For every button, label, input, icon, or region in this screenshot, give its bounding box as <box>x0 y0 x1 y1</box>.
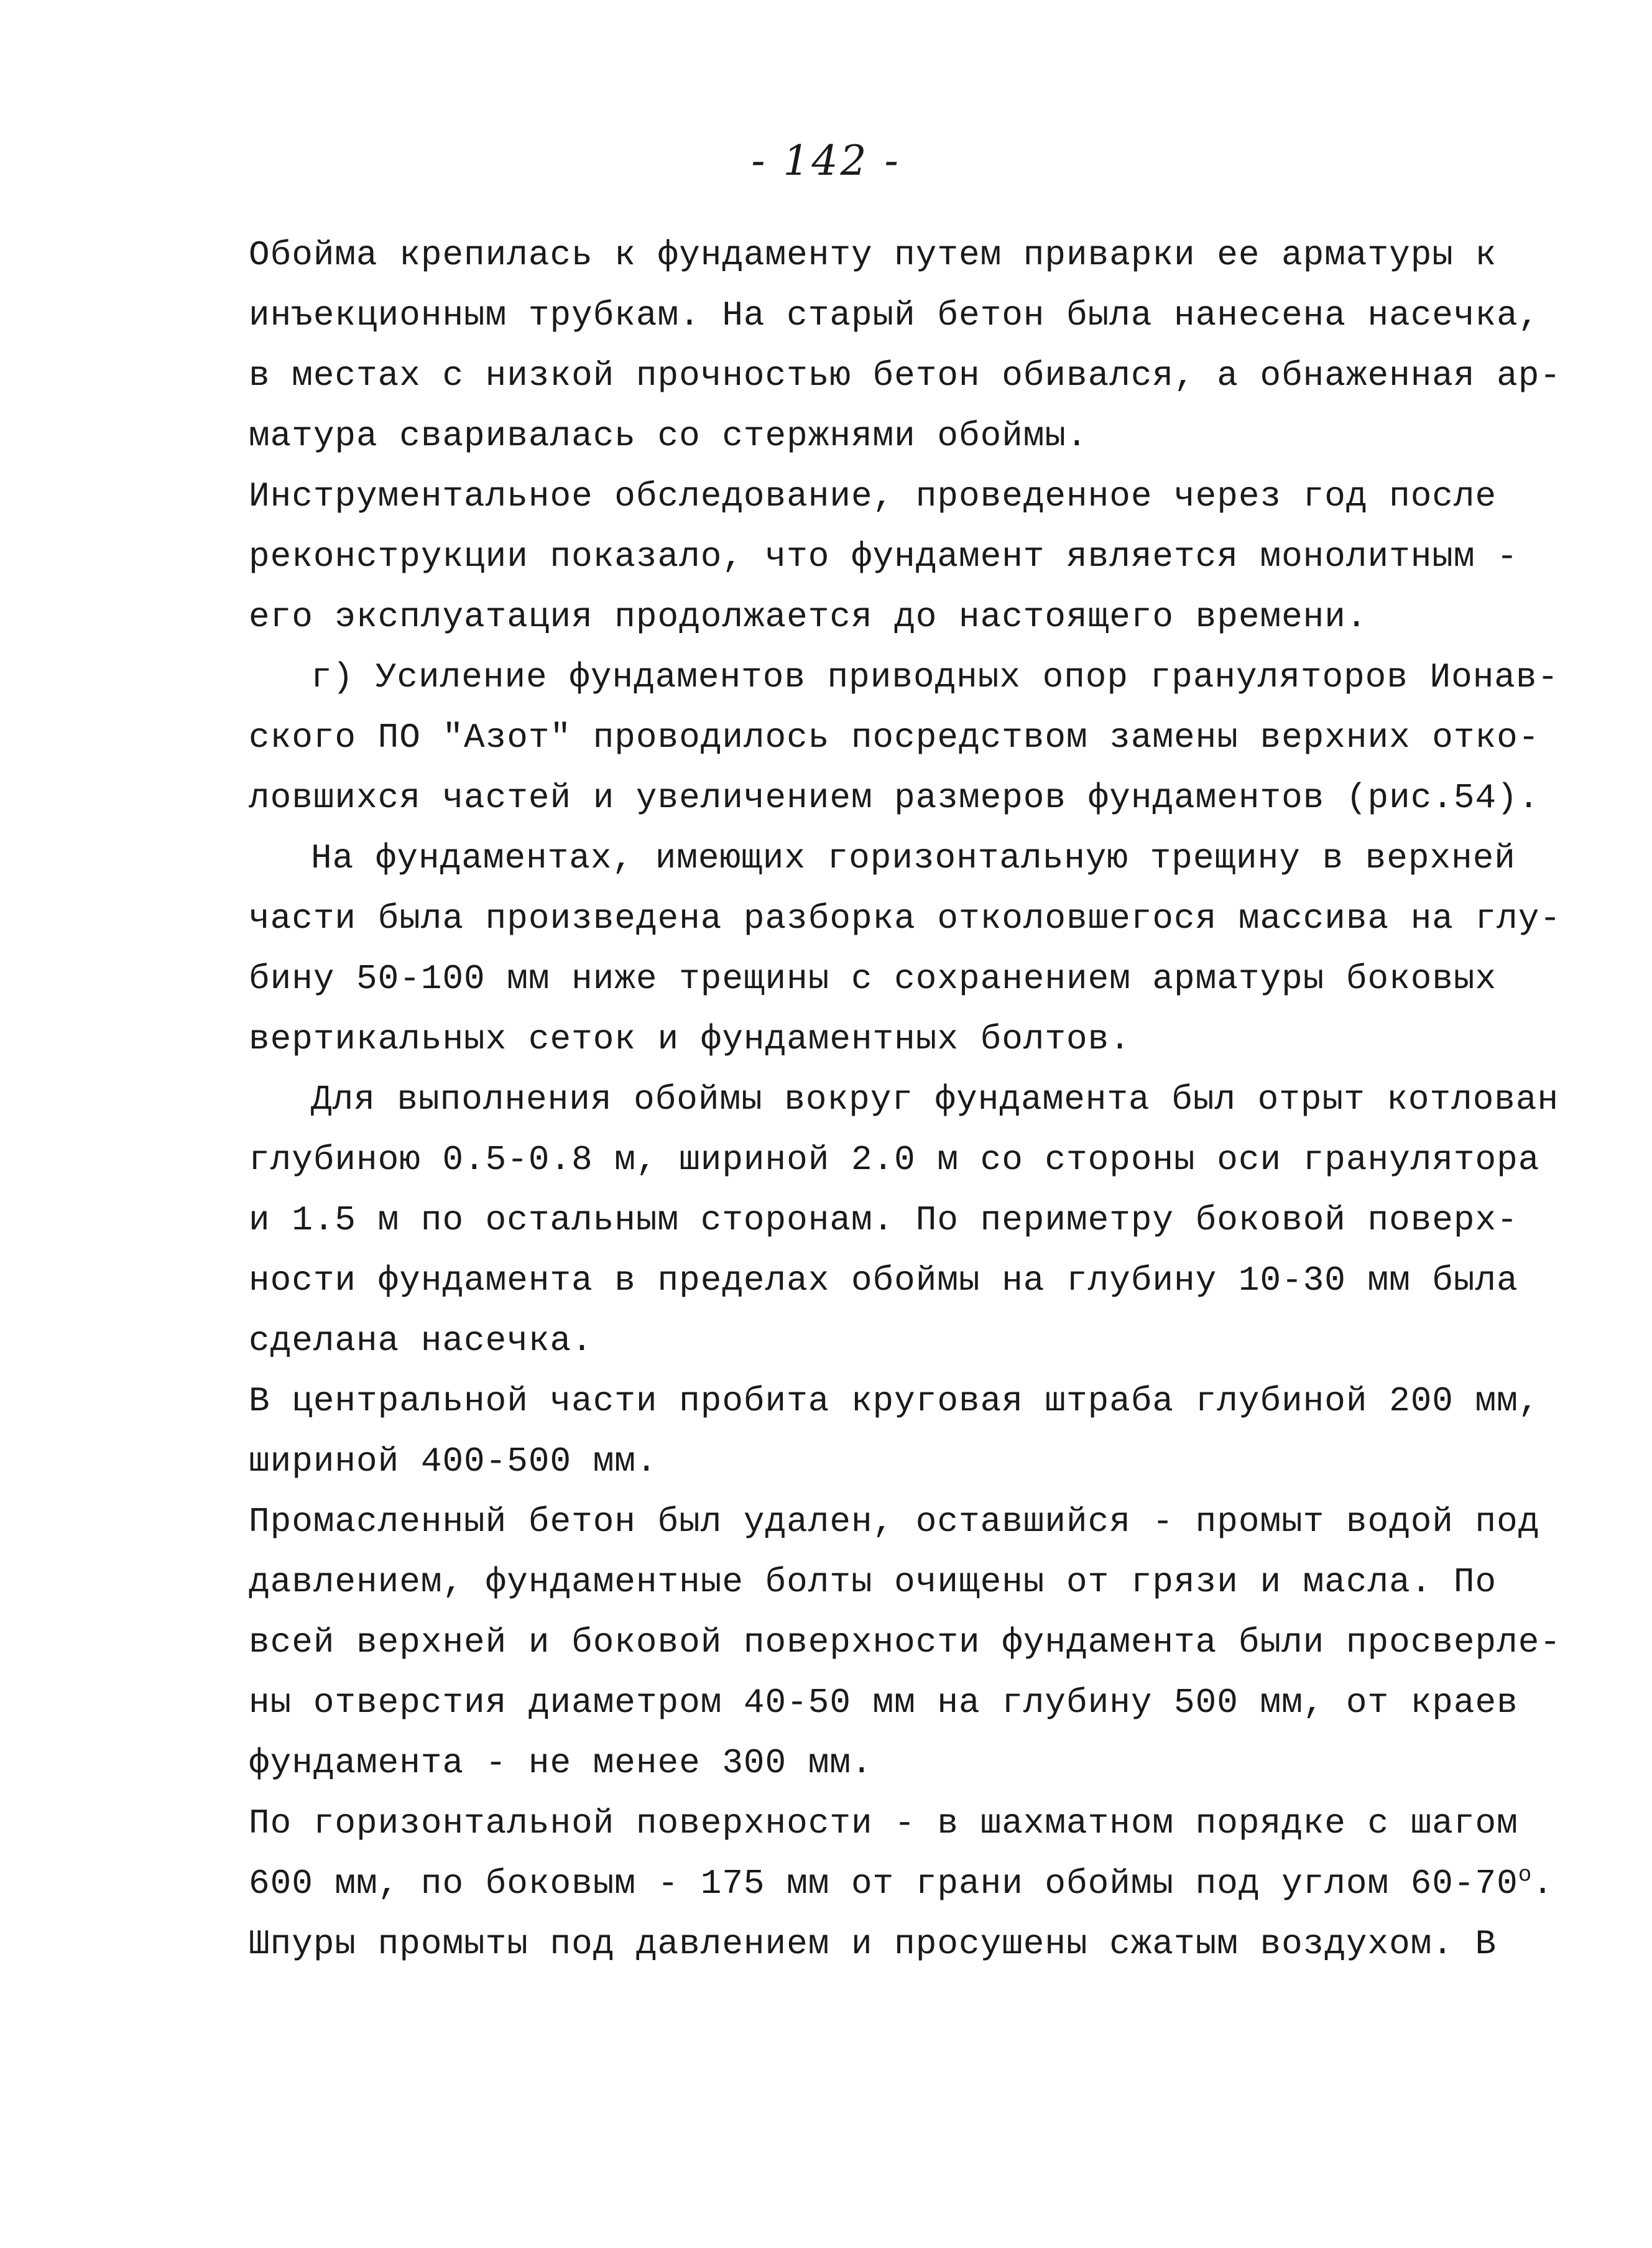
text-line: В центральной части пробита круговая штраба глубиной 200 мм, <box>249 1381 1540 1421</box>
text-line: в местах с низкой прочностью бетон обивался, а обнаженная ар- <box>249 356 1561 395</box>
text-line: части была произведена разборка отколовшегося массива на глу- <box>249 899 1561 938</box>
text-line: Промасленный бетон был удален, оставшийся - промыт водой под <box>249 1502 1540 1542</box>
text-line-with-degree <box>249 1862 1554 1905</box>
text-line: Шпуры промыты под давлением и просушены сжатым воздухом. В <box>249 1924 1497 1964</box>
text-line: всей верхней и боковой поверхности фундамента были просверле- <box>249 1622 1561 1662</box>
text-line: инъекционным трубкам. На старый бетон была нанесена насечка, <box>249 295 1540 335</box>
degree-mark: o <box>1518 1862 1533 1888</box>
text-line: г) Усиление фундаментов приводных опор грануляторов Ионав- <box>311 657 1559 697</box>
text-line: По горизонтальной поверхности - в шахматном порядке с шагом <box>249 1803 1518 1843</box>
text-line: Для выполнения обоймы вокруг фундамента был отрыт котлован <box>311 1080 1559 1119</box>
text-line: Обойма крепилась к фундаменту путем приварки ее арматуры к <box>249 235 1497 275</box>
text-line: вертикальных сеток и фундаментных болтов. <box>249 1019 1131 1059</box>
text-line: глубиною 0.5-0.8 м, шириной 2.0 м со стороны оси гранулятора <box>249 1140 1540 1180</box>
text-line: ности фундамента в пределах обоймы на глубину 10-30 мм была <box>249 1260 1518 1300</box>
text-line: матура сваривалась со стержнями обоймы. <box>249 416 1088 456</box>
text-line: ского ПО "Азот" проводилось посредством замены верхних отко- <box>249 718 1540 757</box>
text-line: ловшихся частей и увеличением размеров фундаментов (рис.54). <box>249 778 1540 818</box>
text-line: шириной 400-500 мм. <box>249 1441 658 1481</box>
text-line: Инструментальное обследование, проведенное через год после <box>249 476 1497 516</box>
text-line: ны отверстия диаметром 40-50 мм на глубину 500 мм, от краев <box>249 1683 1518 1723</box>
text-line: его эксплуатация продолжается до настоящего времени. <box>249 597 1368 637</box>
text-line: На фундаментах, имеющих горизонтальную трещину в верхней <box>311 838 1516 878</box>
page-number: - 142 - <box>751 137 901 185</box>
text-line: бину 50-100 мм ниже трещины с сохранением арматуры боковых <box>249 959 1497 999</box>
text-line: реконструкции показало, что фундамент является монолитным - <box>249 537 1518 576</box>
text-line: давлением, фундаментные болты очищены от грязи и масла. По <box>249 1562 1497 1602</box>
text-line: фундамента - не менее 300 мм. <box>249 1743 873 1783</box>
line-end-period: . <box>1532 1864 1554 1903</box>
text-line: и 1.5 м по остальным сторонам. По периметру боковой поверх- <box>249 1200 1518 1240</box>
text-line: сделана насечка. <box>249 1321 593 1361</box>
text-line: 600 мм, по боковым - 175 мм от грани обоймы под углом 60-70 <box>249 1864 1518 1903</box>
